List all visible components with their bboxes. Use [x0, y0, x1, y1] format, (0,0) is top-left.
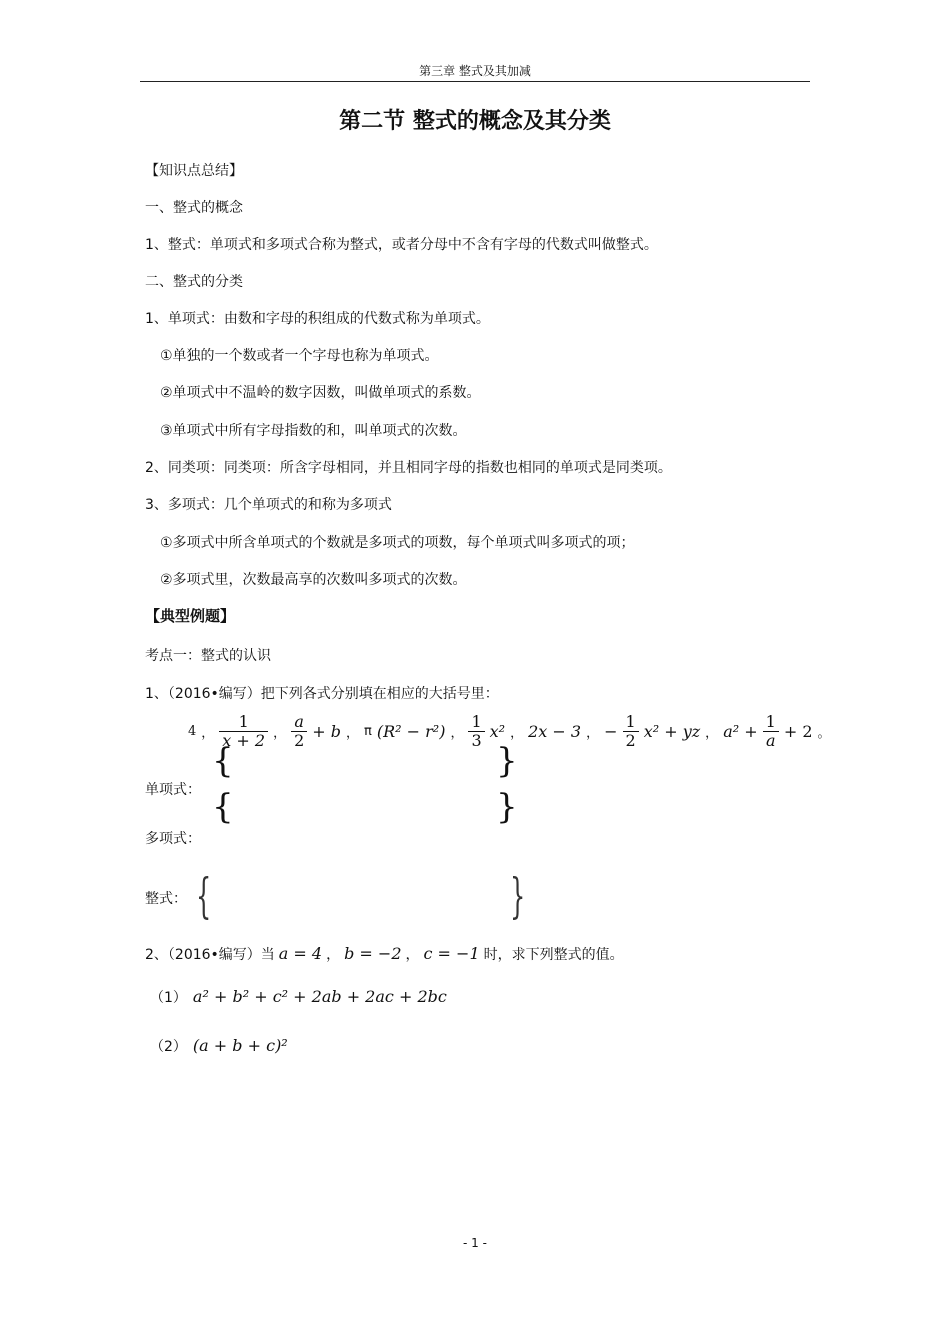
monomial-left-brace: { [212, 741, 234, 781]
question-2-intro: 2、（2016•编写）当 [145, 947, 275, 963]
value-c: c = −1 [423, 944, 480, 963]
question-2-part-2 [150, 1036, 288, 1056]
separator: ， [450, 726, 464, 742]
section-2-title: 二、整式的分类 [145, 274, 243, 290]
expr-a-squared-plus: a² + [723, 722, 758, 742]
monomial-right-brace: } [496, 741, 518, 781]
separator: ， [586, 726, 600, 742]
expr-fraction-one-half [623, 713, 639, 751]
separator: ， [326, 947, 341, 963]
running-header: 第三章 整式及其加减 [419, 64, 531, 78]
separator: ， [705, 726, 719, 742]
part-2-expression: (a + b + c)² [192, 1036, 288, 1055]
fraction-denominator: 3 [468, 731, 484, 750]
fraction-denominator: 2 [291, 731, 307, 750]
fraction-numerator: a [294, 712, 304, 731]
page-title: 第二节 整式的概念及其分类 [339, 109, 611, 134]
question-2-part-1 [150, 987, 447, 1007]
expr-x-squared: x² [489, 722, 506, 742]
polynomial-left-brace: { [212, 787, 234, 827]
like-terms-definition: 2、同类项：同类项：所含字母相同，并且相同字母的指数也相同的单项式是同类项。 [145, 460, 672, 476]
pi-symbol: π [364, 724, 372, 740]
fraction-denominator: 2 [623, 731, 639, 750]
part-2-label: （2） [150, 1039, 187, 1055]
integer-expression-definition: 1、整式：单项式和多项式合称为整式，或者分母中不含有字母的代数式叫做整式。 [145, 237, 658, 253]
monomial-point-3: ③单项式中所有字母指数的和，叫单项式的次数。 [160, 423, 467, 439]
expr-plus-b: + b [312, 722, 342, 742]
expr-fraction-one-third [468, 713, 484, 751]
separator: ， [510, 726, 524, 742]
separator: ， [405, 947, 420, 963]
part-1-expression: a² + b² + c² + 2ab + 2ac + 2bc [192, 987, 447, 1006]
fraction-denominator: a [763, 731, 779, 750]
fraction-numerator: 1 [238, 712, 249, 731]
header-rule [140, 81, 810, 82]
polynomial-definition: 3、多项式：几个单项式的和称为多项式 [145, 497, 392, 513]
expr-x-squared-plus-yz: x² + yz [643, 722, 701, 742]
monomial-point-1: ①单独的一个数或者一个字母也称为单项式。 [160, 348, 439, 364]
question-2-instruction: 时，求下列整式的值。 [483, 947, 624, 963]
monomial-definition: 1、单项式：由数和字母的积组成的代数式称为单项式。 [145, 311, 490, 327]
expr-fraction-a-over-2 [291, 713, 307, 751]
section-1-title: 一、整式的概念 [145, 200, 243, 216]
question-1-prompt: 1、（2016•编写）把下列各式分别填在相应的大括号里： [145, 686, 499, 702]
examples-heading: 【典型例题】 [145, 607, 236, 625]
integer-right-brace: } [510, 868, 526, 924]
separator: ， [346, 726, 360, 742]
expr-2x-minus-3: 2x − 3 [528, 722, 582, 742]
expr-four: 4 [188, 724, 197, 740]
polynomial-point-2: ②多项式里，次数最高享的次数叫多项式的次数。 [160, 572, 467, 588]
fraction-numerator: 1 [625, 712, 636, 731]
fraction-numerator: 1 [765, 712, 776, 731]
separator: ， [273, 726, 287, 742]
part-1-label: （1） [150, 990, 187, 1006]
separator: ， [201, 726, 215, 742]
value-b: b = −2 [344, 944, 402, 963]
topic-1-title: 考点一：整式的认识 [145, 648, 271, 664]
integer-left-brace: { [196, 868, 212, 924]
expr-r-squared-difference: (R² − r²) [376, 722, 446, 742]
expr-fraction-1-over-a [763, 713, 779, 751]
page-number: - 1 - [463, 1236, 487, 1250]
polynomial-right-brace: } [496, 787, 518, 827]
integer-expression-label: 整式： [145, 891, 187, 907]
fraction-numerator: 1 [471, 712, 482, 731]
expr-plus-2: + 2 [783, 722, 813, 742]
monomial-point-2: ②单项式中不温岭的数字因数，叫做单项式的系数。 [160, 385, 481, 401]
question-2-prompt [145, 944, 624, 964]
value-a: a = 4 [278, 944, 323, 963]
fraction-denominator: x + 2 [219, 731, 268, 750]
polynomial-label: 多项式： [145, 831, 201, 847]
minus-sign: − [604, 722, 618, 742]
summary-heading: 【知识点总结】 [145, 163, 243, 179]
polynomial-point-1: ①多项式中所含单项式的个数就是多项式的项数，每个单项式叫多项式的项； [160, 535, 635, 551]
monomial-label: 单项式： [145, 782, 201, 798]
full-stop: 。 [817, 726, 831, 742]
